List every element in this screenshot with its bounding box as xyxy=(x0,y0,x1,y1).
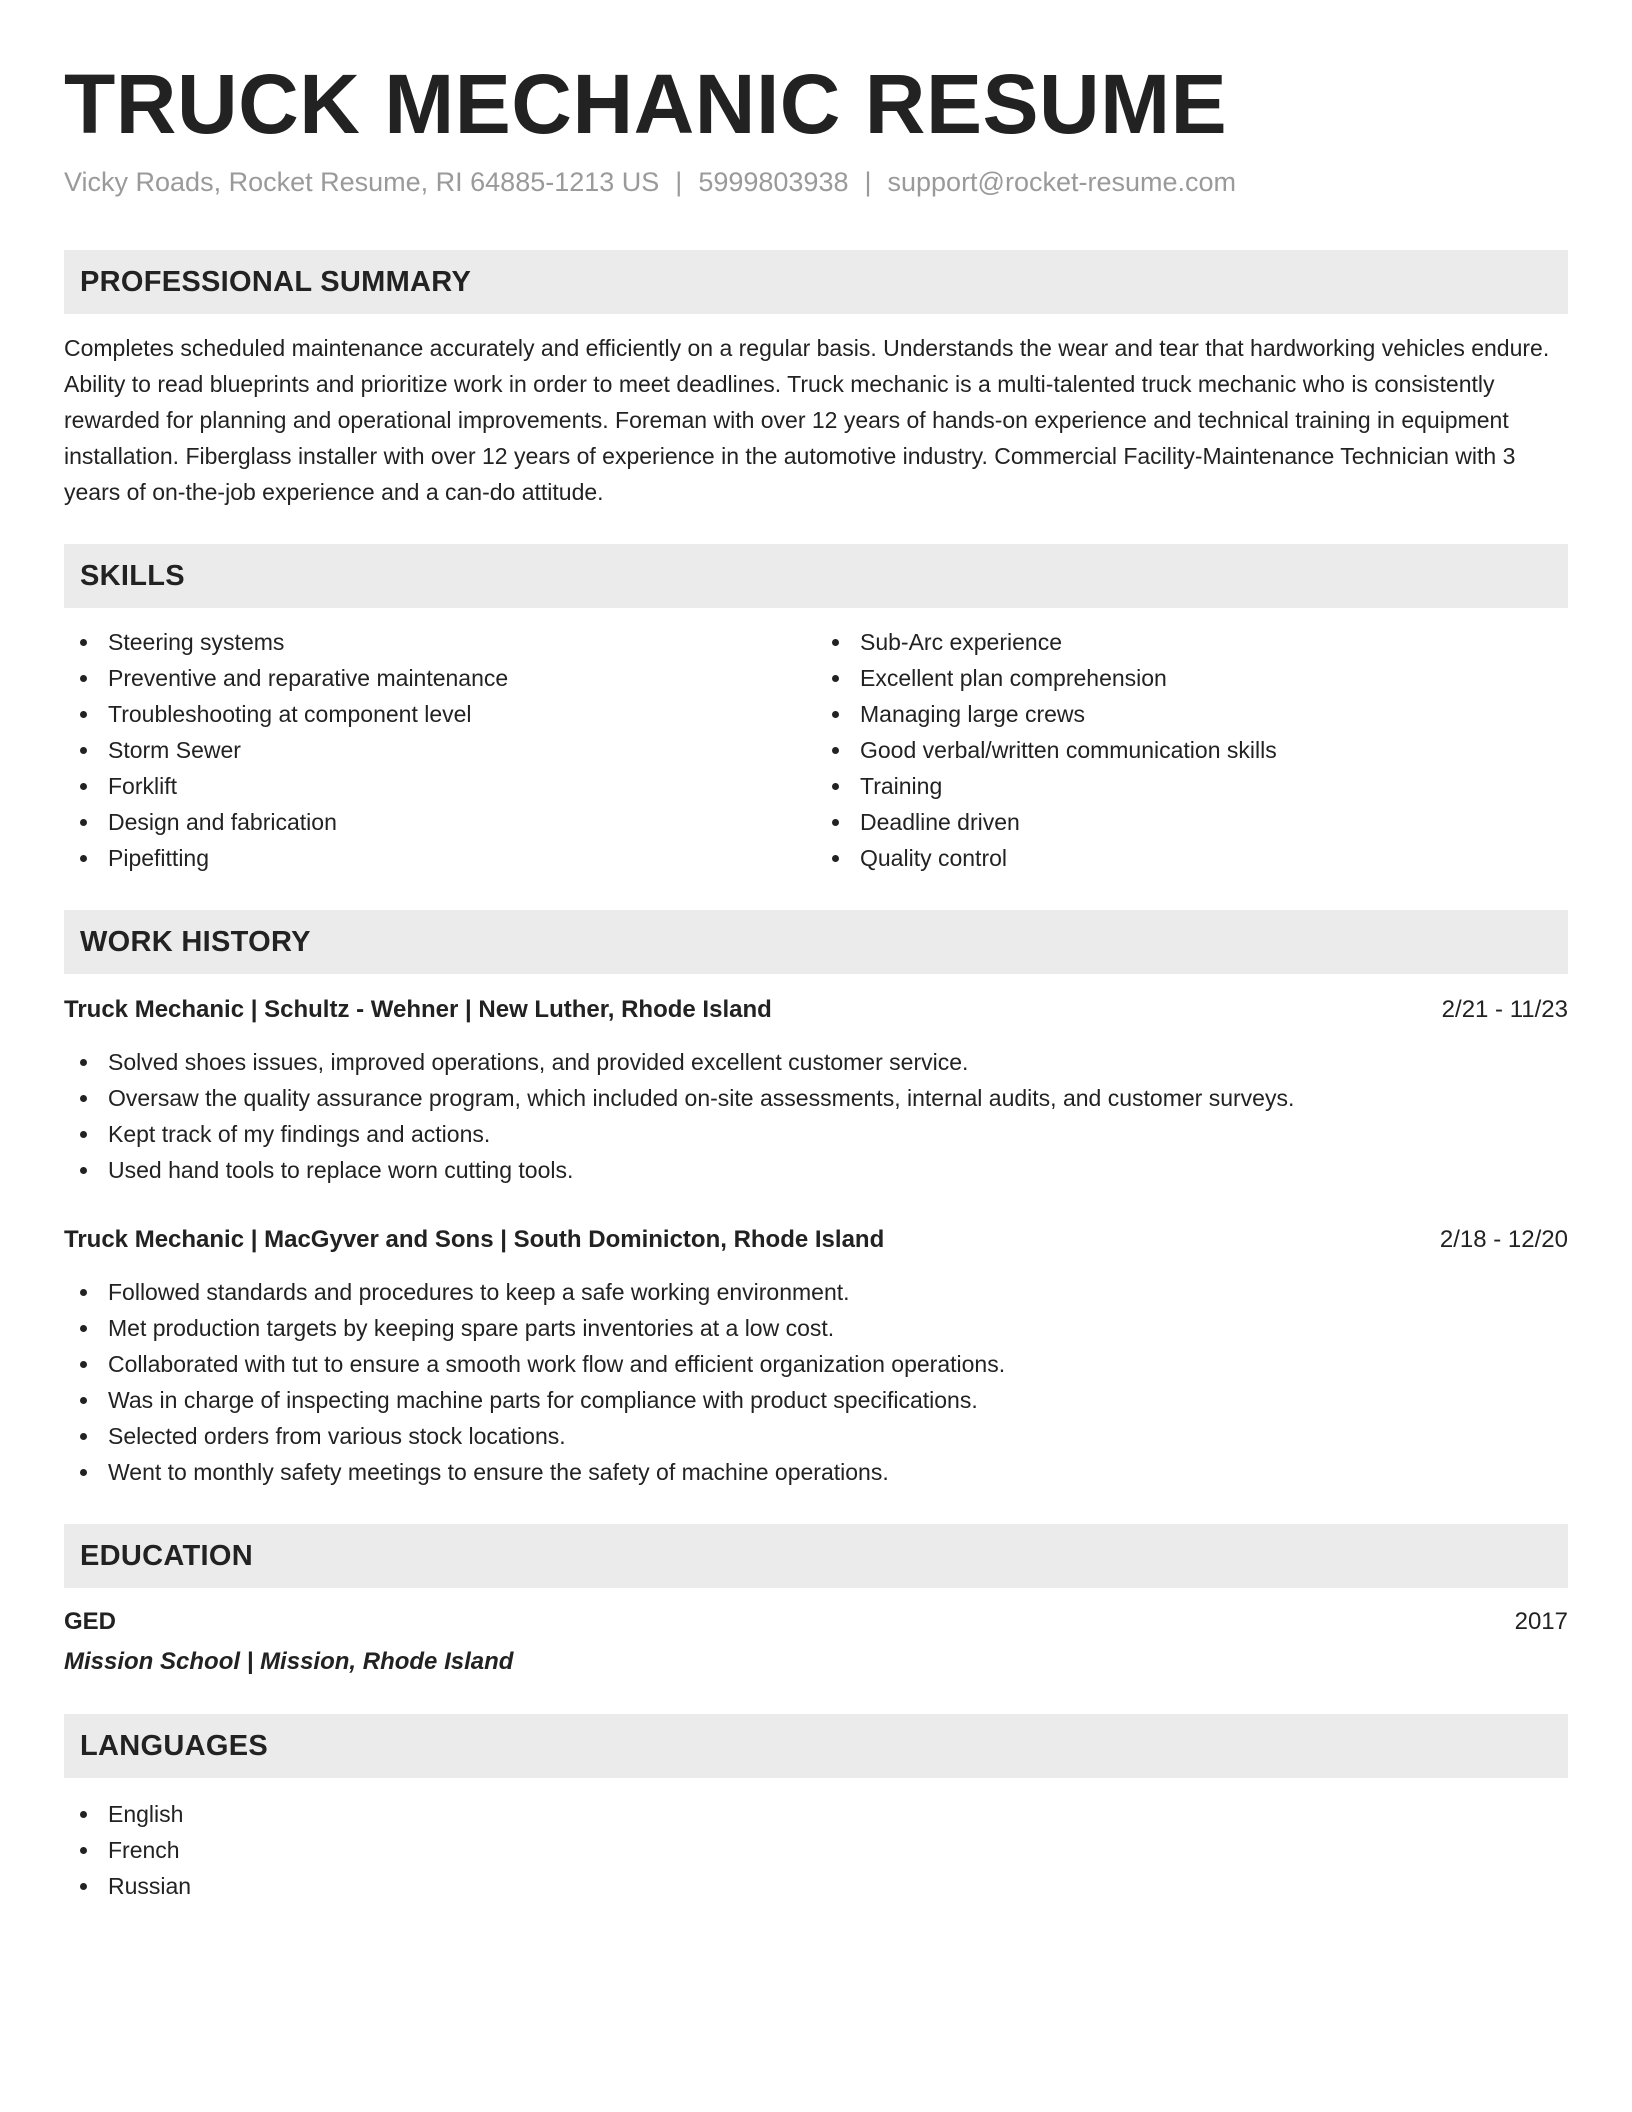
professional-summary-section xyxy=(64,250,1568,510)
resume-title: TRUCK MECHANIC RESUME xyxy=(64,57,1228,151)
job-bullet: Selected orders from various stock locations. xyxy=(64,1418,1568,1454)
section-heading-work-history: WORK HISTORY xyxy=(64,910,1568,974)
skill-item: Steering systems xyxy=(64,624,816,660)
education-school: Mission School | Mission, Rhode Island xyxy=(64,1648,514,1675)
section-heading-education: EDUCATION xyxy=(64,1524,1568,1588)
section-heading-summary: PROFESSIONAL SUMMARY xyxy=(64,250,1568,314)
job-bullet: Met production targets by keeping spare parts inventories at a low cost. xyxy=(64,1310,1568,1346)
job-bullet: Followed standards and procedures to keep a safe working environment. xyxy=(64,1274,1568,1310)
language-item: Russian xyxy=(64,1868,1568,1904)
job-dates: 2/21 - 11/23 xyxy=(1441,996,1568,1023)
languages-section xyxy=(64,1714,1568,1904)
job-entry xyxy=(64,994,1568,1188)
language-item: French xyxy=(64,1832,1568,1868)
education-degree: GED xyxy=(64,1608,117,1635)
skills-section xyxy=(64,544,1568,876)
job-bullet: Oversaw the quality assurance program, which included on-site assessments, internal audits, and customer surveys. xyxy=(64,1080,1568,1116)
languages-list xyxy=(64,1796,1568,1904)
skills-list-right xyxy=(816,624,1568,876)
skill-item: Deadline driven xyxy=(816,804,1568,840)
job-bullets xyxy=(64,1044,1568,1188)
contact-separator: | xyxy=(864,167,872,197)
education-section xyxy=(64,1524,1568,1678)
job-bullet: Used hand tools to replace worn cutting tools. xyxy=(64,1152,1568,1188)
education-header xyxy=(64,1606,1568,1638)
section-heading-skills: SKILLS xyxy=(64,544,1568,608)
education-entry xyxy=(64,1606,1568,1678)
skill-item: Troubleshooting at component level xyxy=(64,696,816,732)
job-bullet: Was in charge of inspecting machine parts for compliance with product specifications. xyxy=(64,1382,1568,1418)
education-year: 2017 xyxy=(1514,1608,1568,1635)
section-heading-languages: LANGUAGES xyxy=(64,1714,1568,1778)
contact-address: Vicky Roads, Rocket Resume, RI 64885-1213 US xyxy=(64,167,660,197)
language-item: English xyxy=(64,1796,1568,1832)
work-history-section xyxy=(64,910,1568,1490)
skill-item: Forklift xyxy=(64,768,816,804)
skills-column-right xyxy=(816,624,1568,876)
skill-item: Pipefitting xyxy=(64,840,816,876)
contact-phone: 5999803938 xyxy=(698,167,849,197)
job-title: Truck Mechanic | MacGyver and Sons | South Dominicton, Rhode Island xyxy=(64,1226,885,1253)
job-bullet: Solved shoes issues, improved operations, and provided excellent customer service. xyxy=(64,1044,1568,1080)
contact-separator: | xyxy=(675,167,683,197)
job-bullet: Went to monthly safety meetings to ensure the safety of machine operations. xyxy=(64,1454,1568,1490)
skill-item: Storm Sewer xyxy=(64,732,816,768)
skill-item: Design and fabrication xyxy=(64,804,816,840)
contact-line xyxy=(64,164,1568,200)
job-entry xyxy=(64,1224,1568,1490)
skills-columns xyxy=(64,624,1568,876)
job-header xyxy=(64,1224,1568,1256)
summary-text: Completes scheduled maintenance accurately and efficiently on a regular basis. Understands the wear and tear that hardworking vehicles endure. Ability to read blueprints and prioritize work in order to meet deadlines. Truck mechanic is a multi-talented truck mechanic who is consistently rewarded for planning and operational improvements. Foreman with over 12 years of hands-on experience and technical training in equipment installation. Fiberglass installer with over 12 years of experience in the automotive industry. Commercial Facility-Maintenance Technician with 3 years of on-the-job experience and a can-do attitude. xyxy=(64,335,1550,505)
job-title: Truck Mechanic | Schultz - Wehner | New Luther, Rhode Island xyxy=(64,996,772,1023)
skills-column-left xyxy=(64,624,816,876)
skill-item: Preventive and reparative maintenance xyxy=(64,660,816,696)
job-bullet: Kept track of my findings and actions. xyxy=(64,1116,1568,1152)
skill-item: Quality control xyxy=(816,840,1568,876)
job-dates: 2/18 - 12/20 xyxy=(1439,1226,1568,1253)
job-bullet: Collaborated with tut to ensure a smooth work flow and efficient organization operations. xyxy=(64,1346,1568,1382)
skill-item: Excellent plan comprehension xyxy=(816,660,1568,696)
skills-list-left xyxy=(64,624,816,876)
job-header xyxy=(64,994,1568,1026)
skill-item: Good verbal/written communication skills xyxy=(816,732,1568,768)
contact-email: support@rocket-resume.com xyxy=(887,167,1237,197)
skill-item: Sub-Arc experience xyxy=(816,624,1568,660)
job-bullets xyxy=(64,1274,1568,1490)
skill-item: Managing large crews xyxy=(816,696,1568,732)
skill-item: Training xyxy=(816,768,1568,804)
